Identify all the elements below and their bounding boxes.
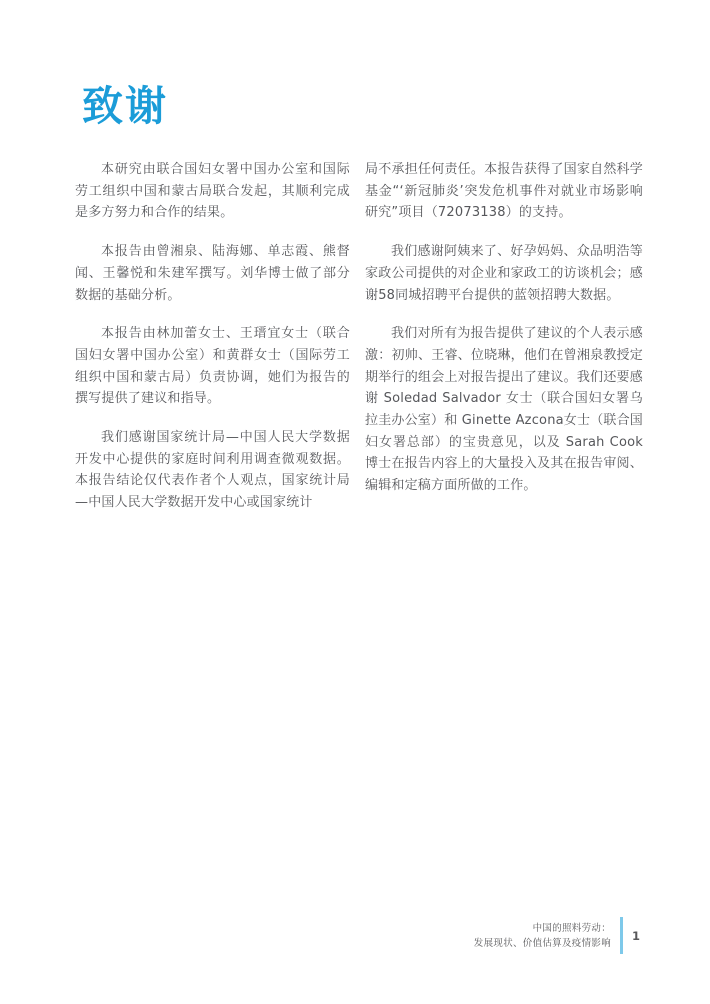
paragraph: 我们感谢阿姨来了、好孕妈妈、众品明浩等家政公司提供的对企业和家政工的访谈机会；感谢58同城招聘平台提供的蓝领招聘大数据。 [365, 244, 643, 303]
page-number: 1 [632, 928, 641, 943]
paragraph: 我们对所有为报告提供了建议的个人表示感激：初帅、王睿、位晓琳，他们在曾湘泉教授定期举行的组会上对报告提出了建议。我们还要感谢 Soledad Salvador 女士（联合国妇女署乌拉圭办公室）和 Ginette Azcona女士（联合国妇女署总部）的宝贵意见，以及 Sarah Cook 博士在报告内容上的大量投入及其在报告审阅、编辑和定稿方面所做的工作。 [365, 326, 644, 494]
footer-divider-rule [620, 917, 623, 954]
paragraph: 本报告由林加蕾女士、王瑨宜女士（联合国妇女署中国办公室）和黄群女士（国际劳工组织中国和蒙古局）负责协调，她们为报告的撰写提供了建议和指导。 [75, 326, 350, 407]
paragraph: 本研究由联合国妇女署中国办公室和国际劳工组织中国和蒙古局联合发起，其顺利完成是多方努力和合作的结果。 [75, 162, 350, 221]
footer-report-title [474, 921, 611, 951]
two-column-body [75, 159, 643, 531]
left-column [75, 159, 350, 531]
paragraph: 我们感谢国家统计局—中国人民大学数据开发中心提供的家庭时间利用调查微观数据。本报告结论仅代表作者个人观点，国家统计局—中国人民大学数据开发中心或国家统计 [75, 430, 350, 511]
footer-report-title-line1: 中国的照料劳动： [532, 922, 611, 934]
right-column [365, 159, 643, 531]
page-title: 致谢 [82, 82, 168, 130]
paragraph: 局不承担任何责任。本报告获得了国家自然科学基金“‘新冠肺炎’突发危机事件对就业市场影响研究”项目（72073138）的支持。 [365, 162, 643, 221]
page-footer [474, 917, 644, 954]
footer-report-title-line2: 发展现状、价值估算及疫情影响 [473, 937, 611, 949]
paragraph: 本报告由曾湘泉、陆海娜、单志霞、熊督闻、王馨悦和朱建军撰写。刘华博士做了部分数据的基础分析。 [75, 244, 350, 303]
